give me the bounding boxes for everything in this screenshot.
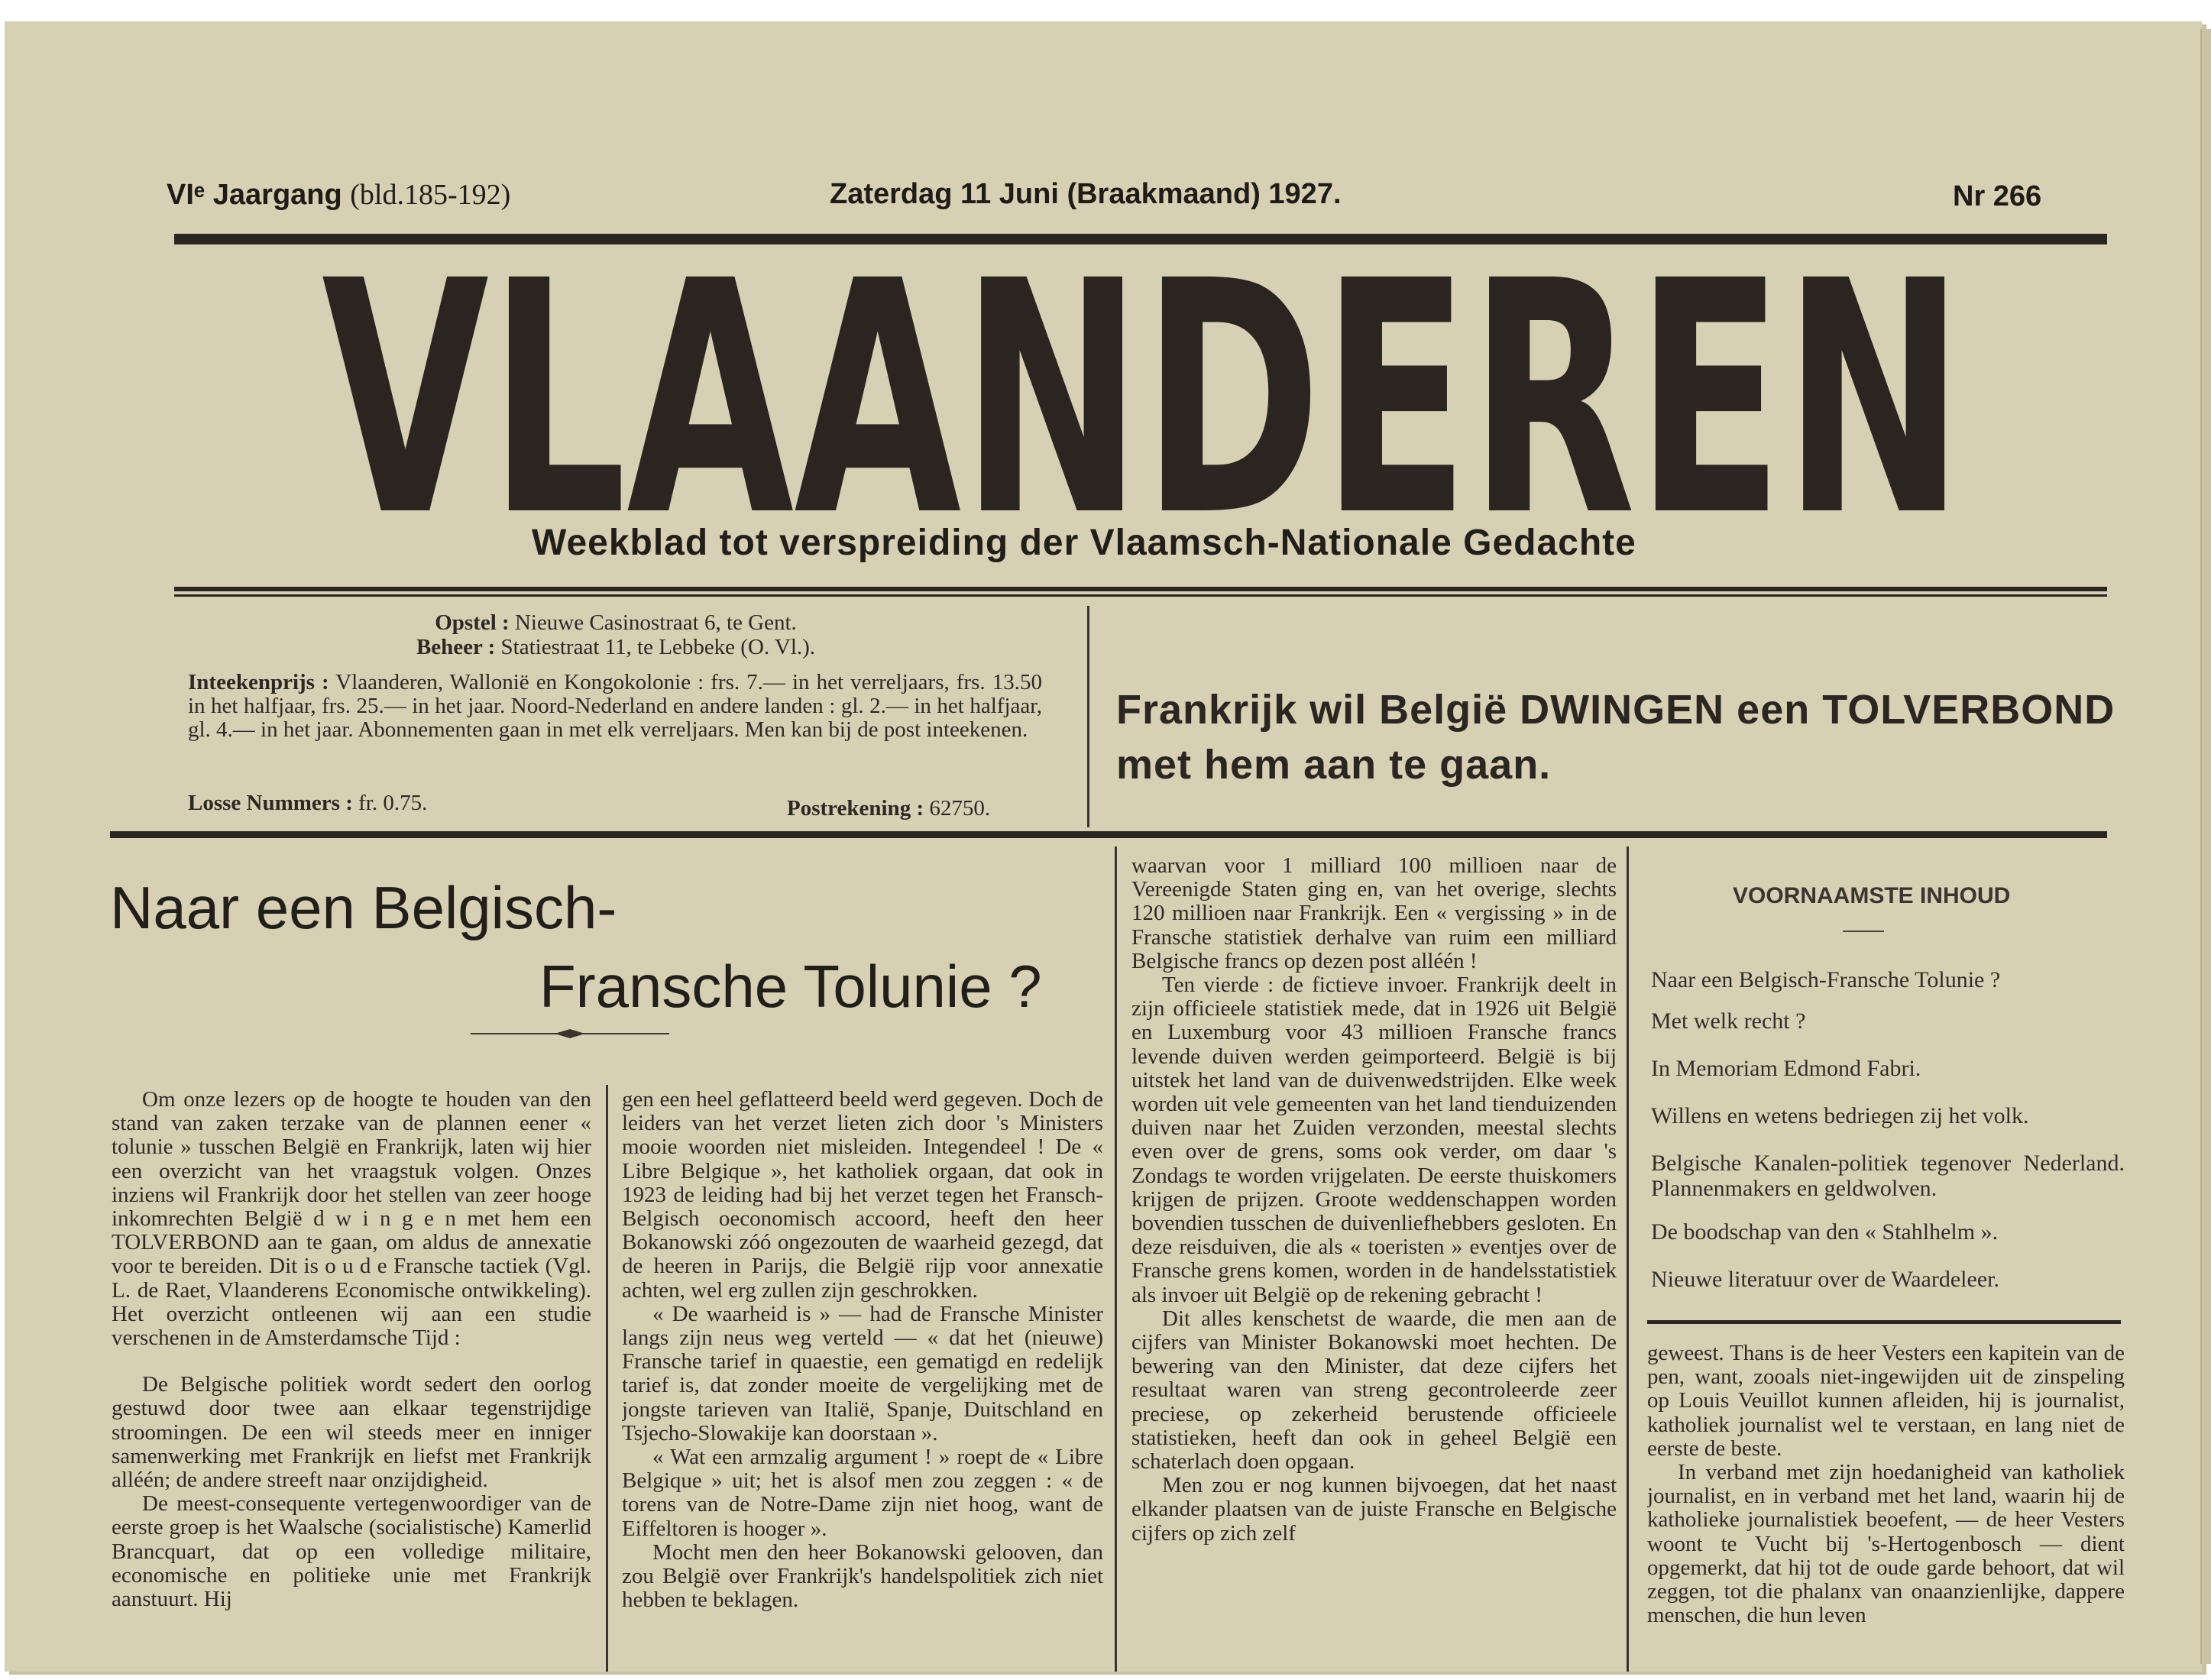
front-headline: Frankrijk wil België DWINGEN een TOLVERBOND met hem aan te gaan. bbox=[1116, 687, 2116, 788]
article-title-line2: Fransche Tolunie ? bbox=[539, 953, 1042, 1020]
toc-item[interactable]: In Memoriam Edmond Fabri. bbox=[1651, 1056, 1921, 1081]
toc-title-rule bbox=[1843, 931, 1884, 932]
article-column-2 bbox=[622, 1088, 1103, 1672]
subscription-text bbox=[188, 671, 1042, 742]
article-title-line1: Naar een Belgisch- bbox=[110, 874, 617, 941]
single-value: fr. 0.75. bbox=[358, 791, 428, 815]
newspaper-page bbox=[5, 21, 2202, 1672]
pages-text: (bld.185-192) bbox=[350, 179, 511, 211]
article-column-1 bbox=[112, 1088, 591, 1672]
opstel-label: Opstel : bbox=[435, 610, 510, 635]
subtitle-rule-thin bbox=[174, 594, 2107, 597]
volume-label bbox=[167, 178, 510, 212]
col3-para-2: Ten vierde : de fictieve invoer. Frankrijk deelt in zijn officieele statistiek mede, dat in 1926 uit België en Luxemburg voor 43 millioen Fransche francs levende duiven werden geimporteerd. België is bij uitstek het land van de duivenwedstrijden. Elke week worden uit vele gemeenten van het land tienduizenden duiven naar het Zuiden verzonden, meestal slechts even over de grens, soms ook verder, om daar 's Zondags te worden vrijgelaten. De eerste thuiskomers krijgen de prijzen. Groote weddenschappen worden bovendien tusschen de duivenliefhebbers gesloten. En deze reisduiven, die als « toeristen » eventjes over de Fransche grens komen, worden in de handelsstatistiek als invoer uit België op de rekening gebracht ! bbox=[1131, 973, 1617, 1307]
toc-item[interactable]: Belgische Kanalen-politiek tegenover Nederland. Plannenmakers en geldwolven. bbox=[1651, 1151, 2125, 1201]
subscription-label: Inteekenprijs : bbox=[188, 670, 329, 694]
masthead-subtitle: Weekblad tot verspreiding der Vlaamsch-Nationale Gedachte bbox=[532, 523, 1636, 563]
col1-para-1: Om onze lezers op de hoogte te houden van den stand van zaken terzake van de plannen eener « tolunie » tusschen België en Frankrijk, laten wij hier een overzicht van het vraagstuk volgen. Onzes inziens wil Frankrijk door het stellen van zeer hooge inkomrechten België d w i n g e n met hem een TOLVERBOND aan te gaan, om aldus de annexatie voor te bereiden. Dit is o u d e Fransche tactiek (Vgl. L. de Raet, Vlaanderens Economische ontwikkeling). Het overzicht ontleenen wij aan een studie verschenen in de Amsterdamsche Tijd : bbox=[112, 1088, 591, 1351]
col-divider-1 bbox=[606, 1085, 608, 1672]
article-column-3 bbox=[1131, 854, 1617, 1672]
toc-item[interactable]: Naar een Belgisch-Fransche Tolunie ? bbox=[1651, 967, 2001, 992]
postal-account bbox=[787, 797, 990, 821]
subscription-value: Vlaanderen, Wallonië en Kongokolonie : frs. 7.— in het verreljaars, frs. 13.50 in het halfjaar, frs. 25.— in het jaar. Noord-Nederland en andere landen : gl. 2.— in het halfjaar, gl. 4.— in het jaar. Abonnementen gaan in met elk verreljaars. Men kan bij de post inteekenen. bbox=[188, 670, 1042, 742]
col3-para-4: Men zou er nog kunnen bijvoegen, dat het naast elkander plaatsen van de juiste Fransche en Belgische cijfers op zich zelf bbox=[1131, 1473, 1617, 1546]
beheer-label: Beheer : bbox=[416, 635, 496, 659]
toc-item[interactable]: Met welk recht ? bbox=[1651, 1008, 1806, 1034]
beheer-line bbox=[188, 636, 1044, 659]
toc-title: VOORNAAMSTE INHOUD bbox=[1733, 883, 2011, 908]
volume-text: VIᵉ Jaargang bbox=[167, 179, 342, 211]
account-value: 62750. bbox=[929, 796, 991, 821]
toc-bottom-rule bbox=[1647, 1320, 2121, 1324]
title-ornament bbox=[471, 1028, 669, 1040]
masthead-text: VLAANDEREN bbox=[322, 258, 1964, 526]
info-bottom-rule bbox=[110, 831, 2107, 838]
issue-date: Zaterdag 11 Juni (Braakmaand) 1927. bbox=[830, 178, 1342, 210]
subtitle-rule bbox=[174, 587, 2107, 591]
article-column-4 bbox=[1647, 1342, 2125, 1672]
opstel-value: Nieuwe Casinostraat 6, te Gent. bbox=[514, 610, 797, 635]
col1-para-2: De Belgische politiek wordt sedert den oorlog gestuwd door twee aan elkaar tegenstrijdige stroomingen. De een wil steeds meer en inniger samenwerking met Frankrijk en liefst met Frankrijk alléén; de andere streeft naar onzijdigheid. bbox=[112, 1372, 591, 1493]
toc-item[interactable]: De boodschap van den « Stahlhelm ». bbox=[1651, 1219, 1999, 1245]
col4-para-1: geweest. Thans is de heer Vesters een kapitein van de pen, want, zooals niet-ingewijden uit de zinspeling op Louis Veuillot kunnen afleiden, hij is journalist, katholiek journalist wel te verstaan, en lang niet de eerste de beste. bbox=[1647, 1342, 2125, 1461]
col3-para-3: Dit alles kenschetst de waarde, die men aan de cijfers van Minister Bokanowski moet hechten. De bewering van den Minister, dat deze cijfers het resultaat waren van streng gecontroleerde zeer preciese, op zekerheid berustende officieele statistieken, heeft dan ook in geheel België een schaterlach doen opgaan. bbox=[1131, 1306, 1617, 1474]
toc-item[interactable]: Nieuwe literatuur over de Waardeleer. bbox=[1651, 1267, 1999, 1292]
col2-para-1: gen een heel geflatteerd beeld werd gegeven. Doch de leiders van het verzet lieten zich door 's Ministers mooie woorden niet misleiden. Integendeel ! De « Libre Belgique », het katholiek orgaan, dat ook in 1923 de leiding had bij het verzet tegen het Fransch-Belgisch oeconomisch accoord, heeft den heer Bokanowski zóó ongezouten de waarheid gezegd, dat de heeren in Parijs, die België rijp voor annexatie achten, wel erg zullen zijn geschrokken. bbox=[622, 1088, 1103, 1303]
masthead-title bbox=[310, 258, 1976, 526]
col3-para-1: waarvan voor 1 milliard 100 millioen naar de Vereenigde Staten ging en, van het overige, slechts 120 millioen naar Frankrijk. Een « vergissing » in de Fransche statistiek derhalve van ruim een milliard Belgische francs op dezen post alléén ! bbox=[1131, 854, 1617, 973]
issue-number: Nr 266 bbox=[1953, 180, 2042, 212]
top-rule bbox=[174, 234, 2107, 244]
single-label: Losse Nummers : bbox=[188, 791, 353, 815]
info-divider bbox=[1087, 606, 1089, 827]
beheer-value: Statiestraat 11, te Lebbeke (O. Vl.). bbox=[500, 635, 816, 659]
col2-para-3: « Wat een armzalig argument ! » roept de « Libre Belgique » uit; het is alsof men zou zeggen : « de torens van de Notre-Dame zijn niet hoog, want de Eiffeltoren is hooger ». bbox=[622, 1445, 1103, 1541]
col-divider-2 bbox=[1115, 846, 1117, 1672]
col-divider-3 bbox=[1627, 846, 1629, 1672]
col1-para-3: De meest-consequente vertegenwoordiger van de eerste groep is het Waalsche (socialistische) Kamerlid Brancquart, dat op een volledige militaire, economische en politieke unie met Frankrijk aanstuurt. Hij bbox=[112, 1491, 591, 1612]
col4-para-2: In verband met zijn hoedanigheid van katholiek journalist, en in verband met het land, waarin hij de katholieke journalistiek beoefent, — de heer Vesters woont te Vucht bij 's-Hertogenbosch — dient opgemerkt, dat hij tot de oude garde behoort, dat wil zeggen, tot die phalanx van onaanzienlijke, dappere menschen, die hun leven bbox=[1647, 1460, 2125, 1628]
single-issue-price bbox=[188, 791, 427, 815]
col2-para-2: « De waarheid is » — had de Fransche Minister langs zijn neus weg verteld — « dat het (nieuwe) Fransche tarief in quaestie, een gematigd en redelijk tarief is, dat zonder moeite de vergelijking met de jongste tarieven van Italië, Spanje, Duitschland en Tsjecho-Slowakije kan doorstaan ». bbox=[622, 1301, 1103, 1445]
opstel-line bbox=[188, 611, 1044, 635]
toc-item[interactable]: Willens en wetens bedriegen zij het volk. bbox=[1651, 1103, 2029, 1128]
col2-para-4: Mocht men den heer Bokanowski gelooven, dan zou België over Frankrijk's handelspolitiek zich niet hebben te beklagen. bbox=[622, 1539, 1103, 1613]
account-label: Postrekening : bbox=[787, 796, 924, 821]
